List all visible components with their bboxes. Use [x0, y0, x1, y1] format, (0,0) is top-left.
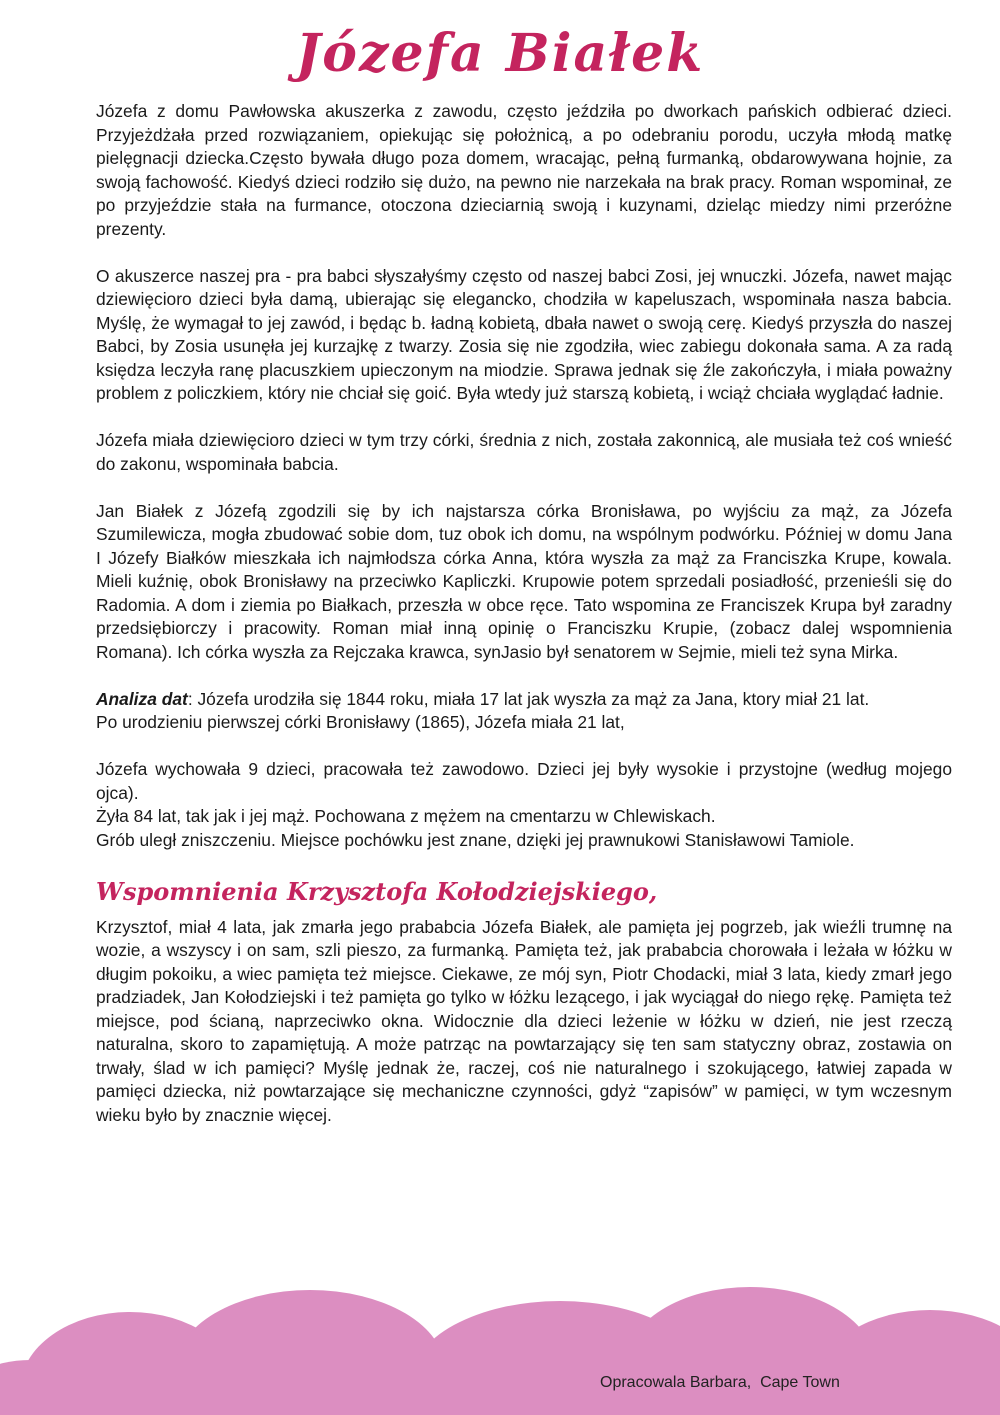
- date-analysis-line2: Po urodzieniu pierwszej córki Bronisławy (1865), Józefa miała 21 lat,: [96, 712, 625, 732]
- page-title: Józefa Białek: [295, 23, 705, 84]
- paragraph-children: Józefa miała dziewięcioro dzieci w tym trzy córki, średnia z nich, została zakonnicą, ale musiała też coś wnieść do zakonu, wspominała babcia.: [96, 430, 952, 474]
- article-body: [96, 100, 952, 1151]
- paragraph-grandmother-story: O akuszerce naszej pra - pra babci słyszałyśmy często od naszej babci Zosi, jej wnuczki. Józefa, nawet mając dziewięcioro dzieci była damą, ubierając się elegancko, chodziła w kapeluszach, wspominała nasza babcia. Myślę, że wymagał to jej zawód, i będąc b. ładną kobietą, dbała nawet o swoją cerę. Kiedyś przyszła do naszej Babci, by Zosia usunęła jej kurzajkę z twarzy. Zosia się nie zgodziła, wiec zabiegu dokonała sama. A za radą księdza leczyła ranę placuszkiem upieczonym na miodzie. Sprawa jednak się źle zakończyła, i miała poważny problem z policzkiem, który nie chciał się goić. Była wtedy już starszą kobietą, i wciąż chciała wyglądać ładnie.: [96, 265, 952, 403]
- cloud-decoration: [0, 1285, 1000, 1415]
- paragraph-raised-children: Józefa wychowała 9 dzieci, pracowała też zawodowo. Dzieci jej były wysokie i przystojne (według mojego ojca).: [96, 759, 952, 803]
- paragraph-grave: Grób uległ zniszczeniu. Miejsce pochówku jest znane, dzięki jej prawnukowi Stanisławowi Tamiole.: [96, 829, 855, 850]
- date-analysis-text: : Józefa urodziła się 1844 roku, miała 17 lat jak wyszła za mąż za Jana, ktory miał 21 lat.: [187, 688, 870, 709]
- date-analysis: [96, 688, 952, 712]
- paragraph-memories: Krzysztof, miał 4 lata, jak zmarła jego prababcia Józefa Białek, ale pamięta jej pogrzeb, jak wieźli trumnę na wozie, a wszyscy i on sam, szli pieszo, za furmanką. Pamięta też, jak prababcia chorowała i leżała w łóżku w długim pokoiku, a wiec pamięta też miejsce. Ciekawe, ze mój syn, Piotr Chodacki, miał 3 lata, kiedy zmarł jego pradziadek, Jan Kołodziejski i też pamięta go tylko w łóżku lezącego, i jak wyciągał do niego rękę. Pamięta też miejsce, pod ścianą, naprzeciwko okna. Widocznie dla dzieci leżenie w łóżku w dzień, nie jest rzeczą naturalna, skoro to zapamiętują. A może patrząc na powtarzający się ten sam statyczny obraz, zostawia on trwały, ślad w ich pamięci? Myślę jednak że, raczej, coś nie naturalnego i szokującego, łatwiej zapada w pamięci dziecka, niż powtarzające się mechaniczne czynności, gdyż “zapisów” w pamięci, w tym wczesnym wieku było by znacznie więcej.: [96, 916, 952, 1125]
- paragraph-midwife: Józefa z domu Pawłowska akuszerka z zawodu, często jeździła po dworkach pańskich odbierać dzieci. Przyjeżdżała przed rozwiązaniem, opiekując się położnicą, a po odebraniu porodu, uczyła młodą matkę pielęgnacji dziecka.Często bywała długo poza domem, wracając, pełną furmanką, obdarowywana hojnie, za swoją fachowość. Kiedyś dzieci rodziło się dużo, na pewno nie narzekała na brak pracy. Roman wspominał, ze po przyjeździe stała na furmance, otoczona dzieciarnią swoją i kuzynami, dzieląc miedzy nimi przeróżne prezenty.: [96, 101, 952, 239]
- cloud-shapes: [0, 1287, 1000, 1415]
- paragraph-lifespan: Żyła 84 lat, tak jak i jej mąż. Pochowana z mężem na cmentarzu w Chlewiskach.: [96, 806, 716, 826]
- date-analysis-lead: Analiza dat: [96, 688, 188, 709]
- section-subtitle: Wspomnienia Krzysztofa Kołodziejskiego,: [96, 876, 658, 906]
- paragraph-family-house: Jan Białek z Józefą zgodzili się by ich najstarsza córka Bronisława, po wyjściu za mąż, za Józefa Szumilewicza, mogła zbudować sobie dom, tuz obok ich domu, na wspólnym podwórku. Później w domu Jana I Józefy Białków mieszkała ich najmłodsza córka Anna, która wyszła za mąż za Franciszka Krupe, kowala. Mieli kuźnię, obok Bronisławy na przeciwko Kapliczki. Krupowie potem sprzedali posiadłość, przenieśli się do Radomia. A dom i ziemia po Białkach, przeszła w obce ręce. Tato wspomina ze Franciszek Krupa był zaradny przedsiębiorczy i pracowity. Roman miał inną opinię o Franciszku Krupie, (zobacz dalej wspomnienia Romana). Ich córka wyszła za Rejczaka krawca, synJasio był senatorem w Sejmie, mieli też syna Mirka.: [96, 500, 952, 662]
- footer-credit: Opracowala Barbara, Cape Town: [600, 1374, 840, 1391]
